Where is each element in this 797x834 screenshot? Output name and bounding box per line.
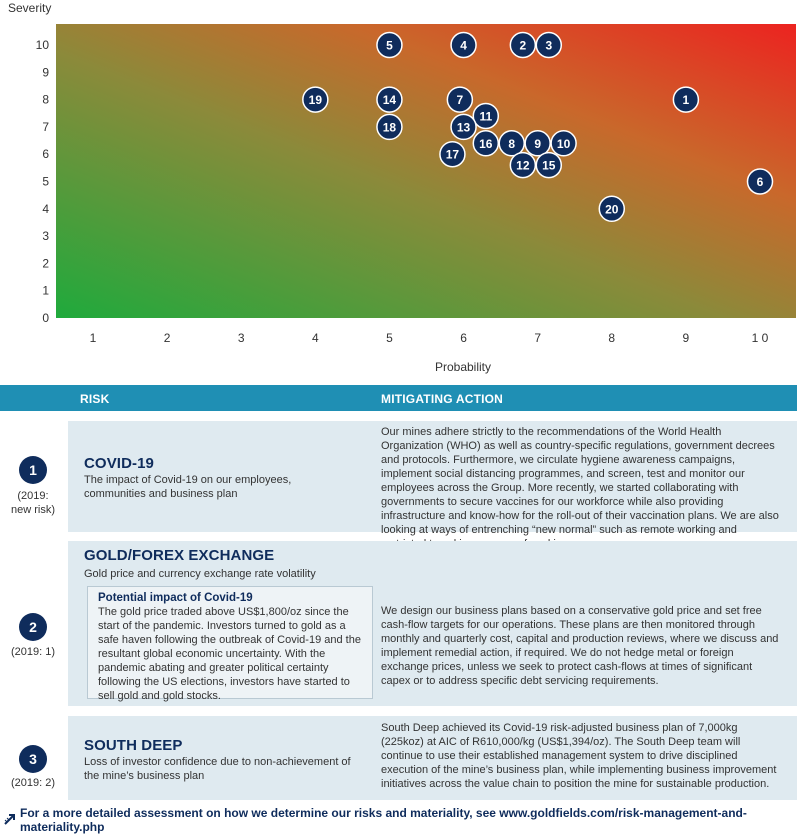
y-tick-label: 10 — [35, 38, 49, 52]
risk-number-badge: 1 — [19, 456, 47, 484]
risk-marker-label: 17 — [445, 147, 460, 162]
risk-description: Loss of investor confidence due to non-achievement of the mine’s business plan — [84, 756, 351, 782]
risk-point-15 — [536, 153, 561, 178]
y-tick-label: 2 — [42, 256, 49, 271]
y-tick-label: 8 — [42, 92, 49, 107]
arrow-icon — [4, 813, 16, 828]
risk-marker-label: 16 — [479, 136, 493, 151]
impact-title: Potential impact of Covid-19 — [98, 592, 253, 604]
risk-prev-line: (2019: — [17, 490, 49, 502]
risk-point-19 — [303, 87, 328, 112]
risk-prev-line: (2019: 2) — [10, 777, 56, 789]
risk-previous-ranking — [2, 776, 64, 790]
x-axis-label: Probability — [434, 360, 492, 374]
risk-title: SOUTH DEEP — [84, 737, 183, 754]
risk-point-16 — [473, 131, 498, 156]
mitigating-action-text: Our mines adhere strictly to the recommendations of the World Health Organization (WHO) as well as country-specific regulations, government decrees and protocols. Furthermore, we circulate hygiene awareness campaigns, implement social distancing programmes, and screen, test and monitor our employees across the Group. More recently, we started collaborating with governments to secure vaccines for our workforce while also providing infrastructure and know-how for the roll-out of their vaccination plans. We are also looking at ways of entrenching “new normal” such as remote working and — [381, 426, 779, 536]
footer-note[interactable] — [4, 806, 797, 834]
y-tick-label: 9 — [42, 65, 49, 80]
risk-marker-label: 13 — [456, 120, 471, 135]
risk-marker-label: 19 — [308, 93, 323, 108]
risk-description: The impact of Covid-19 on our employees, communities and business plan — [84, 474, 292, 500]
mitigating-action-text: We design our business plans based on a conservative gold price and set free cash-flow targets for our operations. These plans are then monitored through monthly and quarterly cost, capital and production reviews, where we discuss and implement remedial action, if required. We do not hedge metal or foreign exchange prices, unless we seek to protect cash-flows at times of significant capex or to address specific debt servicing requirements. — [381, 605, 779, 687]
x-tick-label: 9 — [682, 331, 690, 345]
risk-point-7 — [447, 87, 472, 112]
impact-text: The gold price traded above US$1,800/oz since the start of the pandemic. Investors turned to gold as a safe haven following the outbreak of Covid-19 and the resultant global economic uncertainty. With the pandemic abating and greater political certainty following the US elections, investors have started to sell gold and gold stocks. — [98, 606, 361, 702]
x-tick-label: 2 — [163, 331, 171, 345]
risk-point-20 — [599, 196, 624, 221]
x-tick-label: 1 — [89, 331, 97, 345]
risk-marker-label: 2 — [519, 38, 527, 53]
risk-marker-label: 6 — [756, 175, 764, 189]
risk-marker-label: 11 — [479, 109, 493, 124]
risk-previous-ranking — [2, 489, 64, 517]
risk-marker-label: 10 — [556, 136, 571, 151]
y-tick-label: 3 — [42, 229, 49, 244]
risk-point-2 — [510, 33, 535, 58]
risk-point-1 — [673, 87, 698, 112]
risk-point-11 — [473, 103, 498, 128]
header-risk: RISK — [80, 392, 110, 406]
risk-marker-label: 18 — [382, 120, 397, 135]
risk-marker-label: 8 — [508, 136, 516, 151]
x-tick-label: 3 — [237, 331, 245, 345]
x-tick-label: 1 0 — [751, 331, 769, 345]
risk-point-14 — [377, 87, 402, 112]
risk-point-9 — [525, 131, 550, 156]
x-tick-label: 5 — [386, 331, 393, 345]
risk-marker-label: 9 — [534, 136, 542, 151]
y-tick-label: 6 — [42, 147, 49, 162]
y-axis-label: Severity — [8, 1, 52, 15]
covid-impact-box — [87, 586, 373, 702]
risk-marker-label: 1 — [682, 93, 690, 108]
risk-number-badge: 3 — [19, 745, 47, 773]
y-tick-label: 1 — [42, 283, 49, 298]
risk-prev-line: (2019: 1) — [10, 646, 56, 658]
risk-point-4 — [451, 33, 476, 58]
mitigating-action-text: South Deep achieved its Covid-19 risk-adjusted business plan of 7,000kg (225koz) at AIC of R610,000/kg (US$1,394/oz). The South Deep team will continue to use their established management system to drive disciplined execution of the mine’s business plan, while implementing business improvement initiatives across the value chain to position the mine for sustainable production. — [381, 722, 777, 790]
risk-table-header — [0, 385, 797, 411]
header-mitigating-action: MITIGATING ACTION — [381, 392, 504, 406]
risk-marker-label: 3 — [545, 38, 553, 53]
footer-text[interactable]: For a more detailed assessment on how we determine our risks and materiality, see www.goldfields.com/risk-management-and-materiality.php — [20, 806, 747, 834]
risk-heatmap-chart — [0, 0, 797, 380]
risk-point-10 — [551, 131, 576, 156]
risk-point-6 — [748, 169, 773, 194]
risk-marker-label: 12 — [516, 158, 530, 173]
risk-marker-label: 4 — [460, 38, 467, 53]
risk-point-5 — [377, 33, 402, 58]
risk-point-8 — [499, 131, 524, 156]
y-tick-label: 7 — [42, 119, 49, 134]
risk-marker-label: 7 — [456, 93, 464, 108]
risk-marker-label: 14 — [382, 93, 397, 108]
x-tick-label: 7 — [534, 331, 542, 345]
risk-point-3 — [536, 33, 561, 58]
risk-prev-line: new risk) — [10, 504, 55, 516]
risk-previous-ranking — [2, 645, 64, 659]
x-tick-label: 8 — [608, 331, 616, 345]
risk-marker-label: 15 — [542, 158, 556, 173]
risk-point-13 — [451, 114, 476, 139]
risk-marker-label: 20 — [605, 202, 619, 217]
x-tick-label: 6 — [460, 331, 467, 345]
x-tick-label: 4 — [311, 331, 319, 345]
risk-description: Gold price and currency exchange rate volatility — [84, 568, 316, 580]
risk-point-18 — [377, 114, 402, 139]
risk-marker-label: 5 — [386, 38, 393, 53]
risk-title: COVID-19 — [84, 455, 154, 472]
risk-point-17 — [440, 142, 465, 167]
plot-area — [56, 24, 796, 318]
risk-point-12 — [510, 153, 535, 178]
risk-title: GOLD/FOREX EXCHANGE — [84, 547, 275, 564]
y-tick-label: 4 — [42, 201, 49, 216]
y-tick-label: 0 — [42, 311, 49, 325]
risk-number-badge: 2 — [19, 613, 47, 641]
y-tick-label: 5 — [42, 174, 49, 189]
